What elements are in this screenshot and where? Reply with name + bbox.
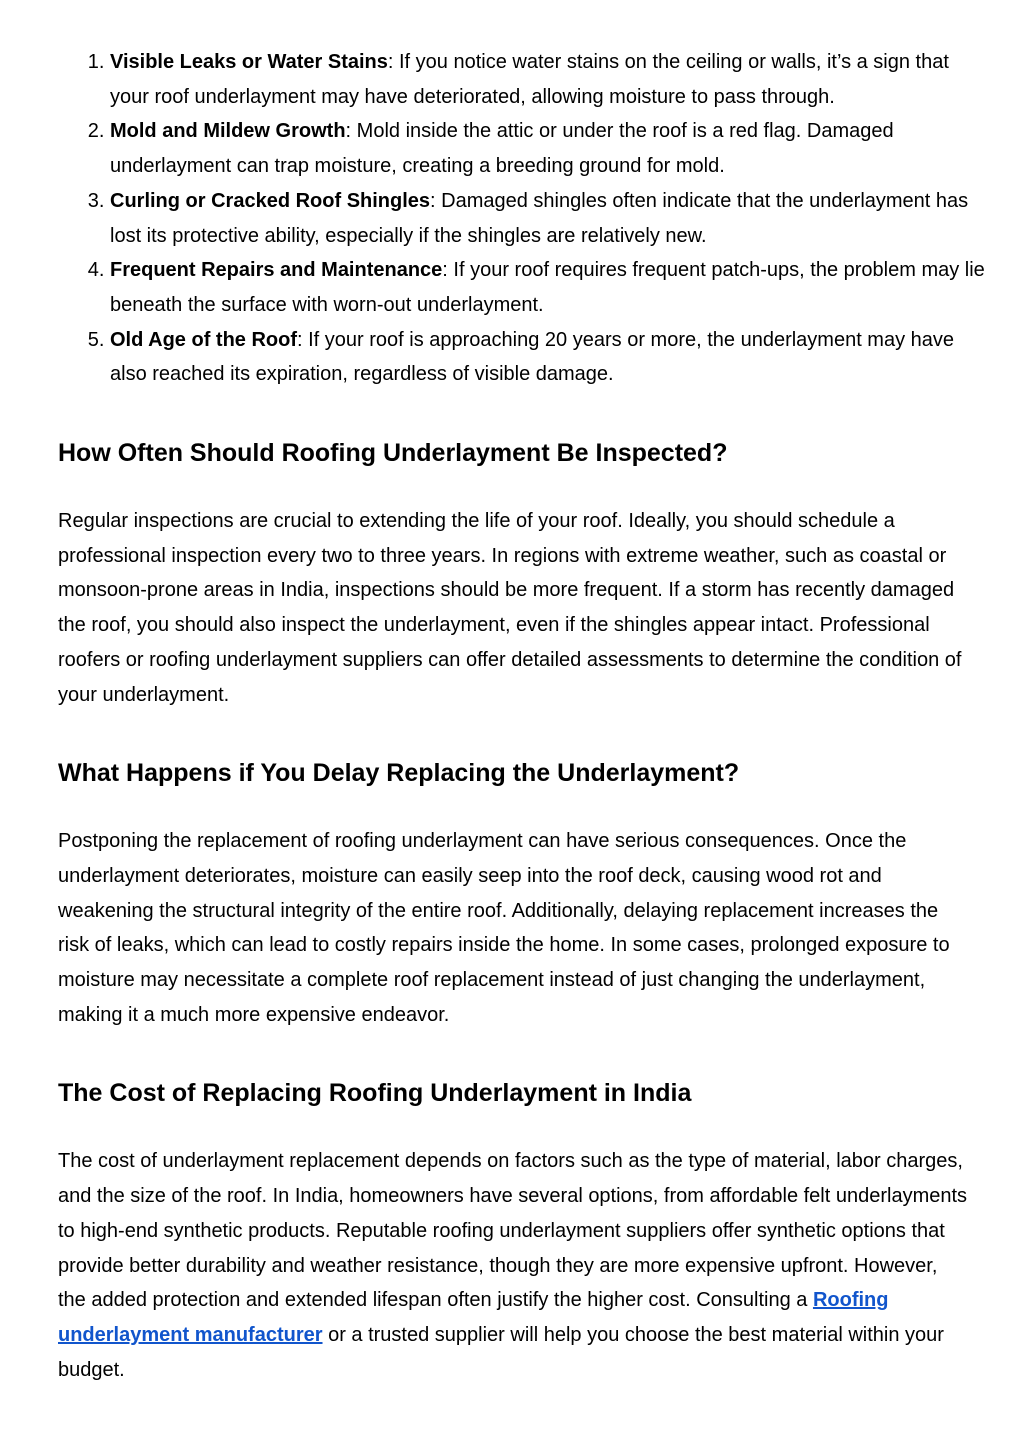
cost-text-after-link: or a trusted supplier will help you choose the best material within your budget. <box>58 1323 944 1381</box>
cost-heading: The Cost of Replacing Roofing Underlayment in India <box>58 1079 692 1108</box>
list-item <box>110 253 990 322</box>
list-item-title: Visible Leaks or Water Stains <box>110 51 388 73</box>
manufacturer-link[interactable]: Roofing underlayment manufacturer <box>58 1289 889 1346</box>
replacement-signs-list <box>58 45 990 392</box>
list-item-text: : If you notice water stains on the ceiling or walls, it’s a sign that your roof underlayment may have deteriorated, allowing moisture to pass through. <box>110 51 949 108</box>
list-item <box>110 323 990 392</box>
inspection-heading: How Often Should Roofing Underlayment Be Inspected? <box>58 439 728 468</box>
inspection-paragraph: Regular inspections are crucial to extending the life of your roof. Ideally, you should schedule a professional inspection every two to three years. In regions with extreme weather, such as coastal or monsoon-prone areas in India, inspections should be more frequent. If a storm has recently damaged the roof, you should also inspect the underlayment, even if the shingles appear intact. Professional roofers or roofing underlayment suppliers can offer detailed assessments to determine the condition of your underlayment. <box>58 510 962 706</box>
cost-paragraph <box>58 1144 970 1387</box>
list-item-title: Frequent Repairs and Maintenance <box>110 259 443 282</box>
delay-heading: What Happens if You Delay Replacing the Underlayment? <box>58 759 740 788</box>
list-item-text: : Damaged shingles often indicate that the underlayment has lost its protective ability, especially if the shingles are relatively new. <box>110 189 969 247</box>
list-item-title: Curling or Cracked Roof Shingles <box>110 189 431 212</box>
cost-text-before-link: The cost of underlayment replacement depends on factors such as the type of material, labor charges, and the size of the roof. In India, homeowners have several options, from affordable felt underlayments to high-end synthetic products. Reputable roofing underlayment suppliers offer synthetic options that provide better durability and weather resistance, though they are more expensive upfront. However, the added protection and extended lifespan often justify the higher cost. Consulting a <box>58 1150 968 1312</box>
list-item-text: : If your roof requires frequent patch-ups, the problem may lie beneath the surface with worn-out underlayment. <box>110 259 985 316</box>
list-item <box>110 114 990 183</box>
list-item-text: : If your roof is approaching 20 years or more, the underlayment may have also reached its expiration, regardless of visible damage. <box>110 328 955 386</box>
list-item-title: Mold and Mildew Growth <box>110 120 346 143</box>
list-item-text: : Mold inside the attic or under the roof is a red flag. Damaged underlayment can trap moisture, creating a breeding ground for mold. <box>110 120 894 178</box>
delay-paragraph: Postponing the replacement of roofing underlayment can have serious consequences. Once the underlayment deteriorates, moisture can easily seep into the roof deck, causing wood rot and weakening the structural integrity of the entire roof. Additionally, delaying replacement increases the risk of leaks, which can lead to costly repairs inside the home. In some cases, prolonged exposure to moisture may necessitate a complete roof replacement instead of just changing the underlayment, making it a much more expensive endeavor. <box>58 830 950 1026</box>
list-item-title: Old Age of the Roof <box>110 328 298 351</box>
list-item <box>110 45 990 114</box>
list-item <box>110 184 990 253</box>
